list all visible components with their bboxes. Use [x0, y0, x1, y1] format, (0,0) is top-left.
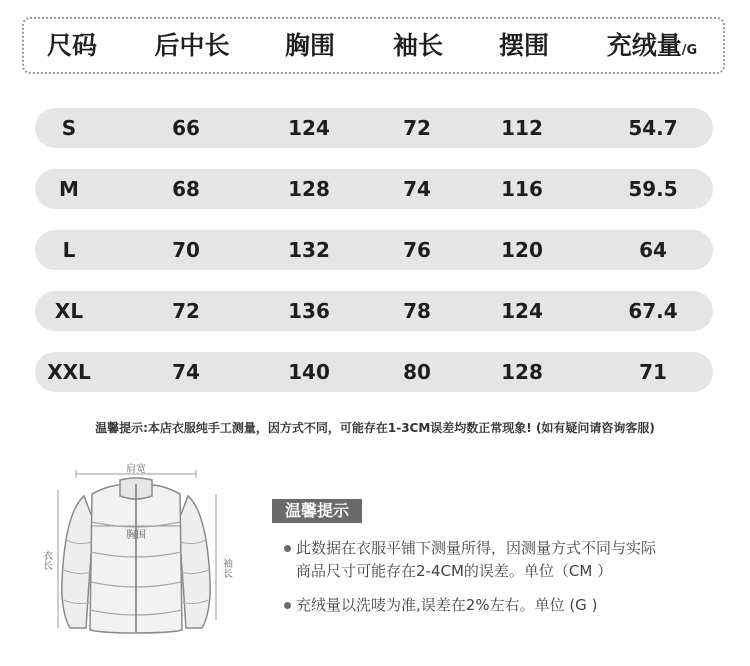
cell-hem: 120	[501, 238, 543, 262]
table-row	[35, 169, 713, 209]
cell-back-length: 70	[172, 238, 200, 262]
cell-chest: 136	[288, 299, 330, 323]
jacket-diagram-svg	[36, 460, 236, 640]
tip-line: 充绒量以洗唛为准,误差在2%左右。单位 (G )	[296, 596, 598, 614]
cell-fill: 59.5	[628, 177, 678, 201]
cell-sleeve: 80	[403, 360, 431, 384]
cell-fill: 71	[639, 360, 667, 384]
table-row	[35, 352, 713, 392]
cell-fill: 64	[639, 238, 667, 262]
header-size: 尺码	[46, 31, 98, 60]
header-fill	[607, 19, 697, 72]
cell-sleeve: 72	[403, 116, 431, 140]
cell-chest: 124	[288, 116, 330, 140]
cell-hem: 128	[501, 360, 543, 384]
header-fill-unit: /G	[681, 43, 698, 58]
cell-hem: 124	[501, 299, 543, 323]
measurement-note: 温馨提示:本店衣服纯手工测量，因方式不同，可能存在1-3CM误差均数正常现象! (如有疑问请咨询客服)	[95, 421, 655, 435]
cell-fill: 67.4	[628, 299, 678, 323]
tip-item	[284, 537, 656, 583]
cell-back-length: 66	[172, 116, 200, 140]
cell-size: M	[59, 177, 79, 201]
cell-chest: 128	[288, 177, 330, 201]
tip-item	[284, 594, 597, 617]
cell-sleeve: 74	[403, 177, 431, 201]
cell-hem: 112	[501, 116, 543, 140]
cell-size: S	[61, 116, 77, 140]
bullet-icon	[284, 545, 291, 552]
cell-sleeve: 76	[403, 238, 431, 262]
table-row	[35, 230, 713, 270]
header-sleeve: 袖长	[392, 31, 444, 60]
diagram-label-shoulder: 肩宽	[126, 464, 146, 475]
bullet-icon	[284, 602, 291, 609]
table-row	[35, 108, 713, 148]
size-table-header	[22, 17, 725, 74]
header-back-length: 后中长	[154, 31, 230, 60]
diagram-label-length: 衣长	[40, 550, 52, 570]
cell-hem: 116	[501, 177, 543, 201]
cell-size: XXL	[47, 360, 91, 384]
table-row	[35, 291, 713, 331]
tip-line: 此数据在衣服平铺下测量所得，因测量方式不同与实际	[296, 539, 657, 557]
cell-back-length: 68	[172, 177, 200, 201]
diagram-label-sleeve: 袖长	[220, 558, 232, 578]
jacket-measurement-diagram	[36, 460, 236, 640]
cell-chest: 140	[288, 360, 330, 384]
diagram-label-chest: 胸围	[126, 530, 146, 541]
cell-chest: 132	[288, 238, 330, 262]
cell-size: XL	[54, 299, 84, 323]
tip-line: 商品尺寸可能存在2-4CM的误差。单位（CM ）	[296, 562, 613, 580]
cell-back-length: 72	[172, 299, 200, 323]
cell-back-length: 74	[172, 360, 200, 384]
cell-sleeve: 78	[403, 299, 431, 323]
tips-title: 温馨提示	[272, 499, 362, 523]
cell-size: L	[62, 238, 76, 262]
header-hem: 摆围	[498, 31, 550, 60]
header-chest: 胸围	[284, 31, 336, 60]
cell-fill: 54.7	[628, 116, 678, 140]
header-fill-label: 充绒量	[606, 31, 682, 60]
